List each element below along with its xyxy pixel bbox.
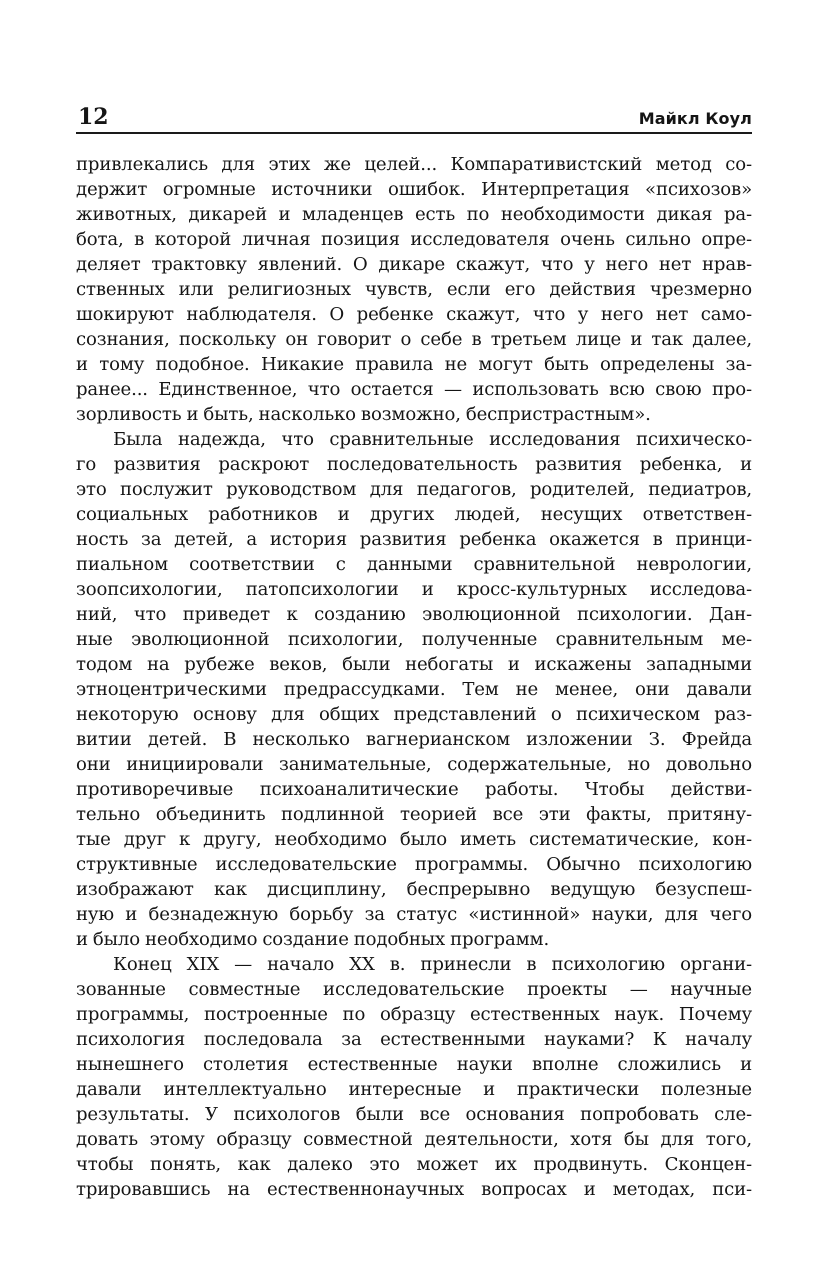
- body-text: [76, 152, 752, 1202]
- text-line: противоречивые психоаналитические работы. Чтобы действи-: [76, 779, 752, 800]
- text-line: этноцентрическими предрассудками. Тем не менее, они давали: [76, 679, 752, 700]
- text-line: ранее... Единственное, что остается — использовать всю свою про-: [76, 379, 752, 400]
- paragraph: [76, 427, 752, 952]
- text-line: программы, построенные по образцу естественных наук. Почему: [76, 1004, 752, 1025]
- text-line: шокируют наблюдателя. О ребенке скажут, что у него нет само-: [76, 304, 752, 325]
- text-line: ственных или религиозных чувств, если его действия чрезмерно: [76, 279, 752, 300]
- text-line: социальных работников и других людей, несущих ответствен-: [76, 504, 752, 525]
- text-line: бота, в которой личная позиция исследователя очень сильно опре-: [76, 229, 752, 250]
- page-number: 12: [78, 104, 109, 130]
- text-line: давали интеллектуально интересные и практически полезные: [76, 1079, 752, 1100]
- text-line: сознания, поскольку он говорит о себе в третьем лице и так далее,: [76, 329, 752, 350]
- text-line: это послужит руководством для педагогов, родителей, педиатров,: [76, 479, 752, 500]
- text-line: ность за детей, а история развития ребенка окажется в принци-: [76, 529, 752, 550]
- text-line: ний, что приведет к созданию эволюционной психологии. Дан-: [76, 604, 752, 625]
- text-line: структивные исследовательские программы. Обычно психологию: [76, 854, 752, 875]
- text-line: пиальном соответствии с данными сравнительной неврологии,: [76, 554, 752, 575]
- book-page: [76, 98, 752, 1202]
- page-header: [76, 98, 752, 134]
- text-line: привлекались для этих же целей... Компаративистский метод со-: [76, 154, 752, 175]
- text-line: ную и безнадежную борьбу за статус «истинной» науки, для чего: [76, 904, 752, 925]
- text-line: и было необходимо создание подобных программ.: [76, 929, 550, 950]
- text-line: держит огромные источники ошибок. Интерпретация «психозов»: [76, 179, 752, 200]
- paragraph: [76, 952, 752, 1202]
- text-line: витии детей. В несколько вагнерианском изложении З. Фрейда: [76, 729, 752, 750]
- text-line: чтобы понять, как далеко это может их продвинуть. Сконцен-: [76, 1154, 752, 1175]
- text-line: животных, дикарей и младенцев есть по необходимости дикая ра-: [76, 204, 752, 225]
- running-head-author: Майкл Коул: [638, 109, 752, 128]
- text-line: изображают как дисциплину, беспрерывно ведущую безуспеш-: [76, 879, 752, 900]
- text-line: Была надежда, что сравнительные исследования психическо-: [113, 429, 752, 450]
- text-line: трировавшись на естественнонаучных вопросах и методах, пси-: [76, 1179, 752, 1200]
- text-line: деляет трактовку явлений. О дикаре скажут, что у него нет нрав-: [76, 254, 752, 275]
- text-line: некоторую основу для общих представлений о психическом раз-: [76, 704, 752, 725]
- text-line: и тому подобное. Никакие правила не могут быть определены за-: [76, 354, 752, 375]
- text-line: тельно объединить подлинной теорией все эти факты, притяну-: [76, 804, 752, 825]
- text-line: тодом на рубеже веков, были небогаты и искажены западными: [76, 654, 752, 675]
- text-line: результаты. У психологов были все основания попробовать сле-: [76, 1104, 752, 1125]
- text-line: они инициировали занимательные, содержательные, но довольно: [76, 754, 752, 775]
- text-line: зоопсихологии, патопсихологии и кросс-культурных исследова-: [76, 579, 752, 600]
- text-line: Конец XIX — начало XX в. принесли в психологию органи-: [113, 954, 752, 975]
- text-line: довать этому образцу совместной деятельности, хотя бы для того,: [76, 1129, 752, 1150]
- text-line: ные эволюционной психологии, полученные сравнительным ме-: [76, 629, 752, 650]
- text-line: нынешнего столетия естественные науки вполне сложились и: [76, 1054, 752, 1075]
- text-line: зованные совместные исследовательские проекты — научные: [76, 979, 752, 1000]
- text-line: го развития раскроют последовательность развития ребенка, и: [76, 454, 752, 475]
- paragraph: [76, 152, 752, 427]
- text-line: психология последовала за естественными науками? К началу: [76, 1029, 752, 1050]
- text-line: тые друг к другу, необходимо было иметь систематические, кон-: [76, 829, 752, 850]
- text-line: зорливость и быть, насколько возможно, беспристрастным».: [76, 404, 651, 425]
